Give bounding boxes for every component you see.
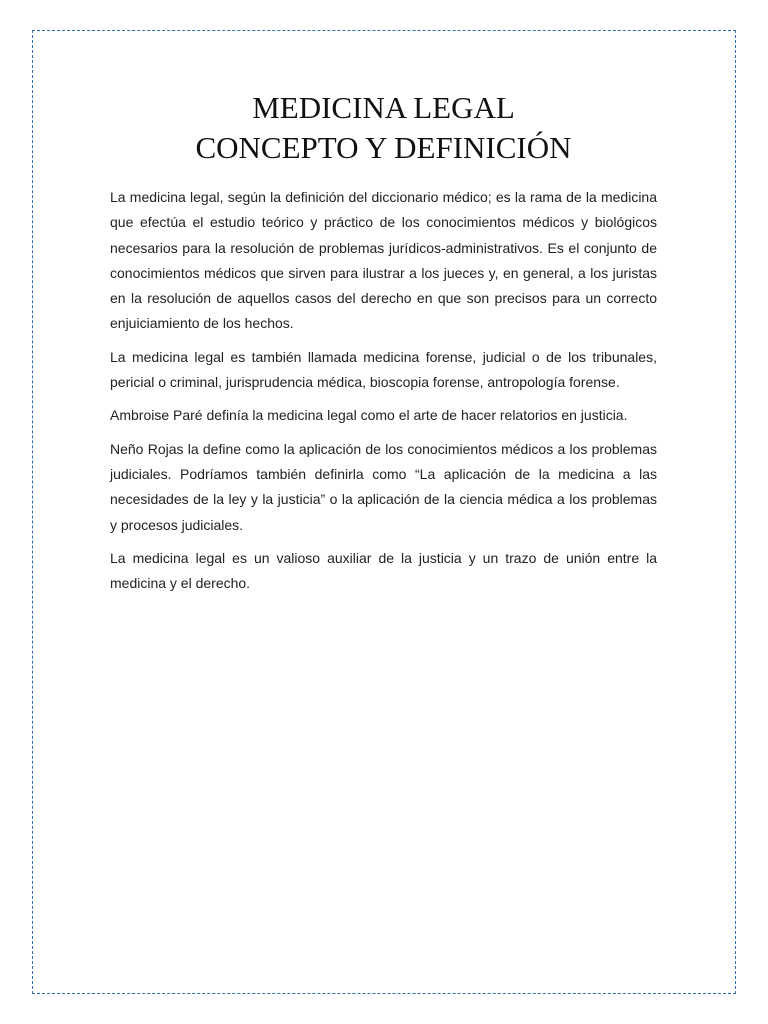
body-text [110,185,657,596]
paragraph-definition: La medicina legal, según la definición del diccionario médico; es la rama de la medicina que efectúa el estudio teórico y práctico de los conocimientos médicos y biológicos necesarios para la resolución de problemas jurídicos-administrativos. Es el conjunto de conocimientos médicos que sirven para ilustrar a los jueces y, en general, a los juristas en la resolución de aquellos casos del derecho en que son precisos para un correcto enjuiciamiento de los hechos. [110,189,657,332]
title-line-1: MEDICINA LEGAL [252,90,515,125]
paragraph-neno-rojas: Neño Rojas la define como la aplicación de los conocimientos médicos a los problemas judiciales. Podríamos también definirla como “La aplicación de la medicina a las necesidades de la ley y la justicia” o la aplicación de la ciencia médica a los problemas y procesos judiciales. [110,440,657,533]
document-title [110,88,657,168]
paragraph-auxiliar: La medicina legal es un valioso auxiliar de la justicia y un trazo de unión entre la medicina y el derecho. [110,549,657,592]
paragraph-other-names: La medicina legal es también llamada medicina forense, judicial o de los tribunales, pericial o criminal, jurisprudencia médica, bioscopia forense, antropología forense. [110,348,657,391]
paragraph-ambroise-pare: Ambroise Paré definía la medicina legal como el arte de hacer relatorios en justicia. [110,407,628,424]
document-content [110,88,657,604]
title-line-2: CONCEPTO Y DEFINICIÓN [195,130,572,165]
